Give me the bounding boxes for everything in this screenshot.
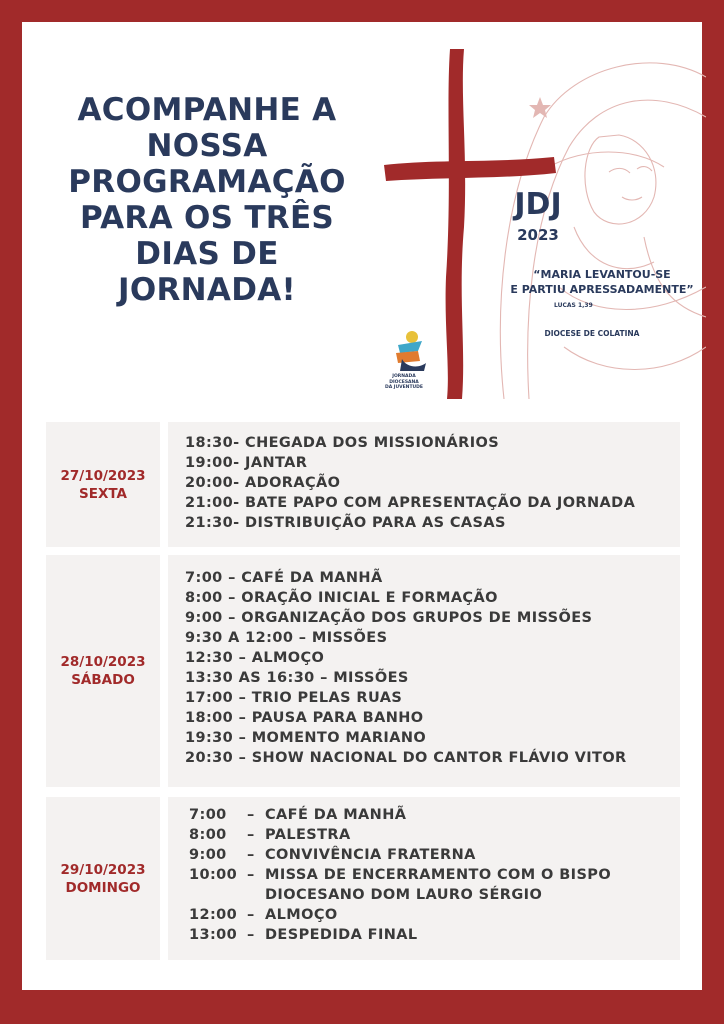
events-cell <box>168 797 680 960</box>
event-separator: – <box>247 807 255 823</box>
event-item: 9:30 A 12:00 – MISSÕES <box>185 630 388 646</box>
event-time: 10:00 <box>189 867 238 883</box>
logo-caption-line: DA JUVENTUDE <box>385 385 423 390</box>
event-text: CAFÉ DA MANHÃ <box>265 807 407 823</box>
cross-horizontal <box>384 157 556 181</box>
diocese-name: DIOCESE DE COLATINA <box>544 329 640 338</box>
event-item <box>189 865 611 885</box>
event-text: ALMOÇO <box>265 907 338 923</box>
event-year: 2023 <box>517 226 559 244</box>
events-cell <box>168 555 680 787</box>
event-item: 8:00 – ORAÇÃO INICIAL E FORMAÇÃO <box>185 590 498 606</box>
event-title: JDJ <box>514 187 562 222</box>
event-item <box>189 805 406 825</box>
date-cell <box>46 422 160 547</box>
event-item: 17:00 – TRIO PELAS RUAS <box>185 690 403 706</box>
cross-vertical <box>446 49 466 399</box>
event-time: 9:00 <box>189 847 227 863</box>
event-text: DESPEDIDA FINAL <box>265 927 418 943</box>
quote <box>492 267 712 297</box>
event-text: DIOCESANO DOM LAURO SÉRGIO <box>265 887 543 903</box>
day-row-friday <box>46 422 680 547</box>
event-item <box>189 925 418 945</box>
day-weekday: SEXTA <box>79 485 127 502</box>
event-item: 9:00 – ORGANIZAÇÃO DOS GRUPOS DE MISSÕES <box>185 610 593 626</box>
event-item: 19:00- JANTAR <box>185 455 308 471</box>
day-row-saturday <box>46 555 680 787</box>
headline <box>52 92 362 308</box>
headline-line: PARA OS TRÊS <box>79 200 335 236</box>
event-time: 8:00 <box>189 827 227 843</box>
event-item: 18:30- CHEGADA DOS MISSIONÁRIOS <box>185 435 500 451</box>
event-text: CONVIVÊNCIA FRATERNA <box>265 847 476 863</box>
event-item <box>189 845 476 865</box>
event-separator: – <box>247 827 255 843</box>
day-date: 27/10/2023 <box>60 467 146 484</box>
event-text: PALESTRA <box>265 827 351 843</box>
event-item: 12:30 – ALMOÇO <box>185 650 325 666</box>
quote-reference: LUCAS 1,39 <box>554 302 593 309</box>
event-item: 21:30- DISTRIBUIÇÃO PARA AS CASAS <box>185 515 506 531</box>
event-time: 13:00 <box>189 927 238 943</box>
headline-line: PROGRAMAÇÃO <box>68 164 346 200</box>
event-item: 20:30 – SHOW NACIONAL DO CANTOR FLÁVIO VITOR <box>185 750 627 766</box>
day-row-sunday <box>46 797 680 960</box>
event-item: 21:00- BATE PAPO COM APRESENTAÇÃO DA JORNADA <box>185 495 636 511</box>
event-text: MISSA DE ENCERRAMENTO COM O BISPO <box>265 867 612 883</box>
event-item: 13:30 AS 16:30 – MISSÕES <box>185 670 409 686</box>
day-weekday: SÁBADO <box>71 672 135 688</box>
poster <box>22 22 702 990</box>
event-item <box>189 905 338 925</box>
logo-caption-line: DIOCESANA <box>389 379 419 385</box>
event-separator: – <box>247 907 255 923</box>
date-cell <box>46 555 160 787</box>
event-item: 7:00 – CAFÉ DA MANHÃ <box>185 570 383 586</box>
event-item: 20:00- ADORAÇÃO <box>185 475 341 491</box>
event-separator: – <box>247 927 255 943</box>
headline-line: JORNADA! <box>118 272 296 308</box>
events-cell <box>168 422 680 547</box>
logo-caption <box>364 374 444 391</box>
event-separator: – <box>247 867 255 883</box>
headline-line: DIAS DE <box>135 236 279 272</box>
headline-line: NOSSA <box>146 128 268 164</box>
jdj-logo <box>388 327 432 371</box>
logo-caption-line: JORNADA <box>392 374 416 379</box>
quote-line: E PARTIU APRESSADAMENTE” <box>510 283 694 296</box>
event-separator: – <box>247 847 255 863</box>
day-date: 29/10/2023 <box>60 861 146 878</box>
event-item: 18:00 – PAUSA PARA BANHO <box>185 710 424 726</box>
day-date: 28/10/2023 <box>60 654 146 670</box>
event-time: 7:00 <box>189 807 227 823</box>
day-weekday: DOMINGO <box>65 879 141 896</box>
event-item <box>189 825 351 845</box>
star-icon <box>529 97 551 118</box>
event-item: 19:30 – MOMENTO MARIANO <box>185 730 427 746</box>
quote-line: “MARIA LEVANTOU-SE <box>533 268 671 281</box>
headline-line: ACOMPANHE A <box>77 92 337 128</box>
event-item <box>189 885 542 905</box>
date-cell <box>46 797 160 960</box>
event-time: 12:00 <box>189 907 238 923</box>
